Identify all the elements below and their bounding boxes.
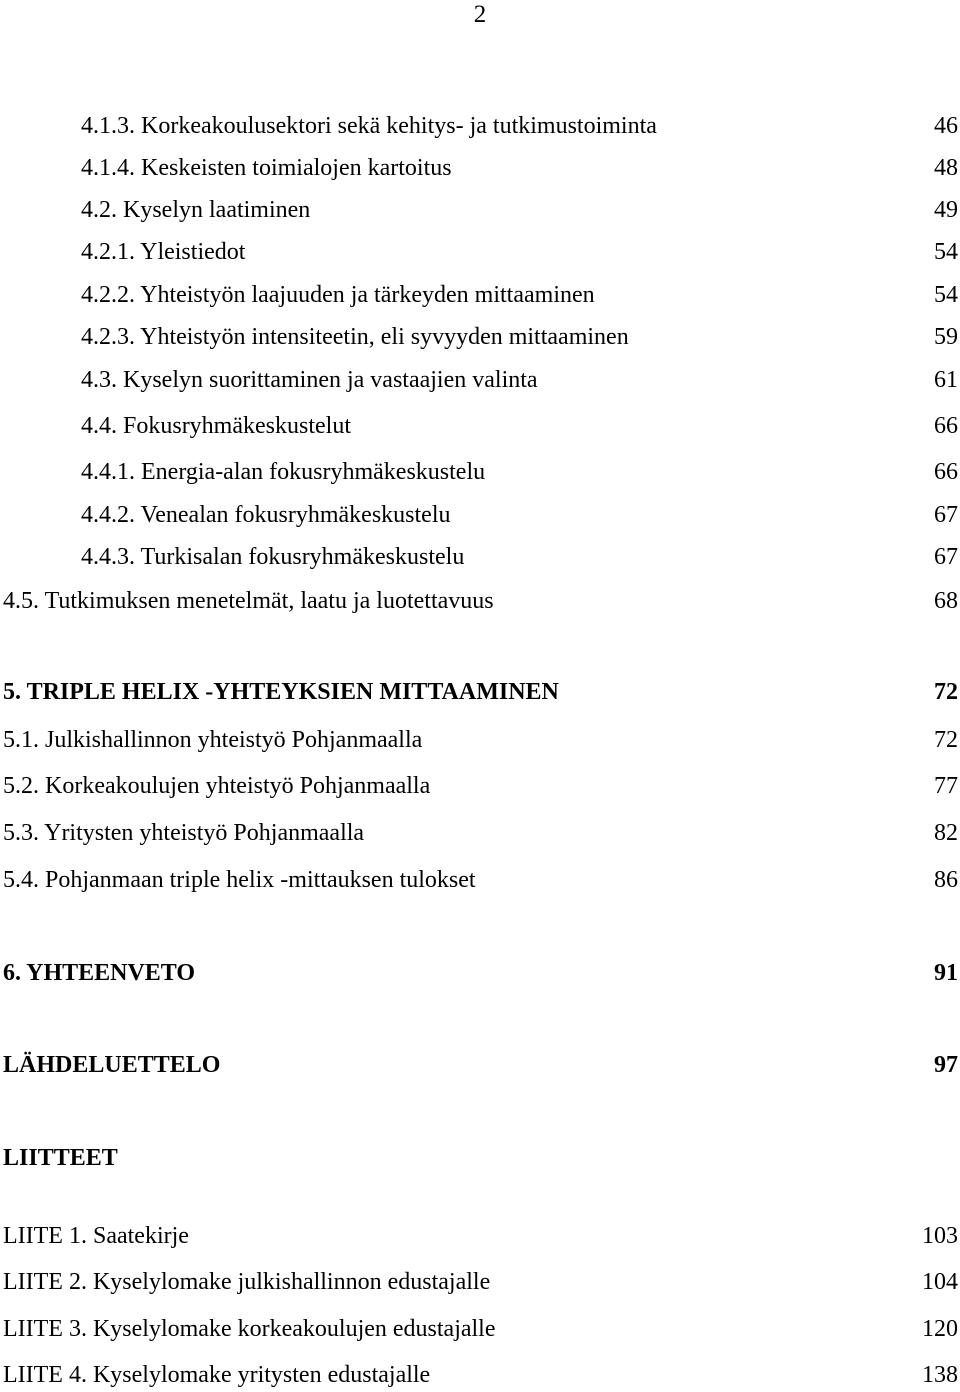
toc-entry xyxy=(0,1219,960,1253)
page-number: 2 xyxy=(473,1,487,28)
toc-entry-page: 104 xyxy=(922,1269,958,1295)
toc-entry-page: 61 xyxy=(934,367,958,393)
toc-chapter xyxy=(0,1048,960,1082)
toc-entry-page: 77 xyxy=(934,773,958,799)
toc-entry-title: LIITE 3. Kyselylomake korkeakoulujen edustajalle xyxy=(3,1316,496,1342)
toc-entry-title: 4.2. Kyselyn laatiminen xyxy=(81,197,311,223)
toc-entry xyxy=(0,1265,960,1299)
toc-entry-title: LIITTEET xyxy=(3,1145,118,1171)
toc-entry-title: LÄHDELUETTELO xyxy=(3,1052,221,1078)
toc-entry-page: 120 xyxy=(922,1316,958,1342)
toc-entry-page: 66 xyxy=(934,459,958,485)
toc-chapter xyxy=(0,956,960,990)
toc-entry-page: 54 xyxy=(934,282,958,308)
toc-entry-title: 4.2.1. Yleistiedot xyxy=(81,239,246,265)
toc-entry-page: 49 xyxy=(934,197,958,223)
toc-entry-page: 68 xyxy=(934,588,958,614)
toc-entry xyxy=(0,151,960,185)
toc-entry-page: 46 xyxy=(934,113,958,139)
toc-entry xyxy=(0,320,960,354)
toc-entry-page: 72 xyxy=(934,727,958,753)
toc-entry-page: 103 xyxy=(922,1223,958,1249)
toc-entry xyxy=(0,584,960,618)
toc-entry-page: 54 xyxy=(934,239,958,265)
toc-entry-title: 4.5. Tutkimuksen menetelmät, laatu ja luotettavuus xyxy=(3,588,494,614)
toc-entry-title: 4.4. Fokusryhmäkeskustelut xyxy=(81,413,351,439)
toc-entry-title: 6. YHTEENVETO xyxy=(3,960,196,986)
toc-entry xyxy=(0,1312,960,1346)
toc-entry-page: 72 xyxy=(934,679,958,705)
toc-entry-title: 4.1.3. Korkeakoulusektori sekä kehitys- ja tutkimustoiminta xyxy=(81,113,657,139)
toc-entry-title: LIITE 4. Kyselylomake yritysten edustajalle xyxy=(3,1362,431,1388)
toc-entry-page: 86 xyxy=(934,867,958,893)
toc-entry-page: 59 xyxy=(934,324,958,350)
toc-entry-title: LIITE 2. Kyselylomake julkishallinnon edustajalle xyxy=(3,1269,491,1295)
toc-entry xyxy=(0,278,960,312)
toc-entry xyxy=(0,235,960,269)
toc-entry-title: 4.1.4. Keskeisten toimialojen kartoitus xyxy=(81,155,452,181)
toc-entry xyxy=(0,498,960,532)
toc-entry xyxy=(0,455,960,489)
toc-entry xyxy=(0,193,960,227)
toc-entry-title: 4.4.2. Venealan fokusryhmäkeskustelu xyxy=(81,502,451,528)
toc-entry-title: 4.2.2. Yhteistyön laajuuden ja tärkeyden mittaaminen xyxy=(81,282,595,308)
toc-entry-page: 138 xyxy=(922,1362,958,1388)
toc-chapter xyxy=(0,675,960,709)
toc-entry xyxy=(0,816,960,850)
toc-entry xyxy=(0,540,960,574)
toc-entry xyxy=(0,363,960,397)
toc-entry xyxy=(0,863,960,897)
toc-entry-page: 91 xyxy=(934,960,958,986)
toc-entry xyxy=(0,723,960,757)
toc-entry xyxy=(0,109,960,143)
toc-entry-page: 48 xyxy=(934,155,958,181)
toc-entry-title: 5. TRIPLE HELIX -YHTEYKSIEN MITTAAMINEN xyxy=(3,679,559,705)
toc-entry xyxy=(0,1358,960,1392)
toc-entry-title: 4.4.1. Energia-alan fokusryhmäkeskustelu xyxy=(81,459,486,485)
toc-entry-title: LIITE 1. Saatekirje xyxy=(3,1223,189,1249)
toc-entry-title: 4.4.3. Turkisalan fokusryhmäkeskustelu xyxy=(81,544,465,570)
toc-entry-title: 5.3. Yritysten yhteistyö Pohjanmaalla xyxy=(3,820,365,846)
toc-entry-title: 4.2.3. Yhteistyön intensiteetin, eli syvyyden mittaaminen xyxy=(81,324,629,350)
toc-entry-page: 97 xyxy=(934,1052,958,1078)
toc-entry-title: 5.1. Julkishallinnon yhteistyö Pohjanmaalla xyxy=(3,727,423,753)
toc-entry-title: 4.3. Kyselyn suorittaminen ja vastaajien valinta xyxy=(81,367,538,393)
toc-entry-title: 5.4. Pohjanmaan triple helix -mittauksen tulokset xyxy=(3,867,476,893)
toc-entry-page: 82 xyxy=(934,820,958,846)
toc-entry-page: 66 xyxy=(934,413,958,439)
toc-entry xyxy=(0,409,960,443)
toc-chapter xyxy=(0,1141,960,1175)
toc-entry-page: 67 xyxy=(934,544,958,570)
toc-entry xyxy=(0,769,960,803)
toc-entry-title: 5.2. Korkeakoulujen yhteistyö Pohjanmaalla xyxy=(3,773,431,799)
toc-entry-page: 67 xyxy=(934,502,958,528)
